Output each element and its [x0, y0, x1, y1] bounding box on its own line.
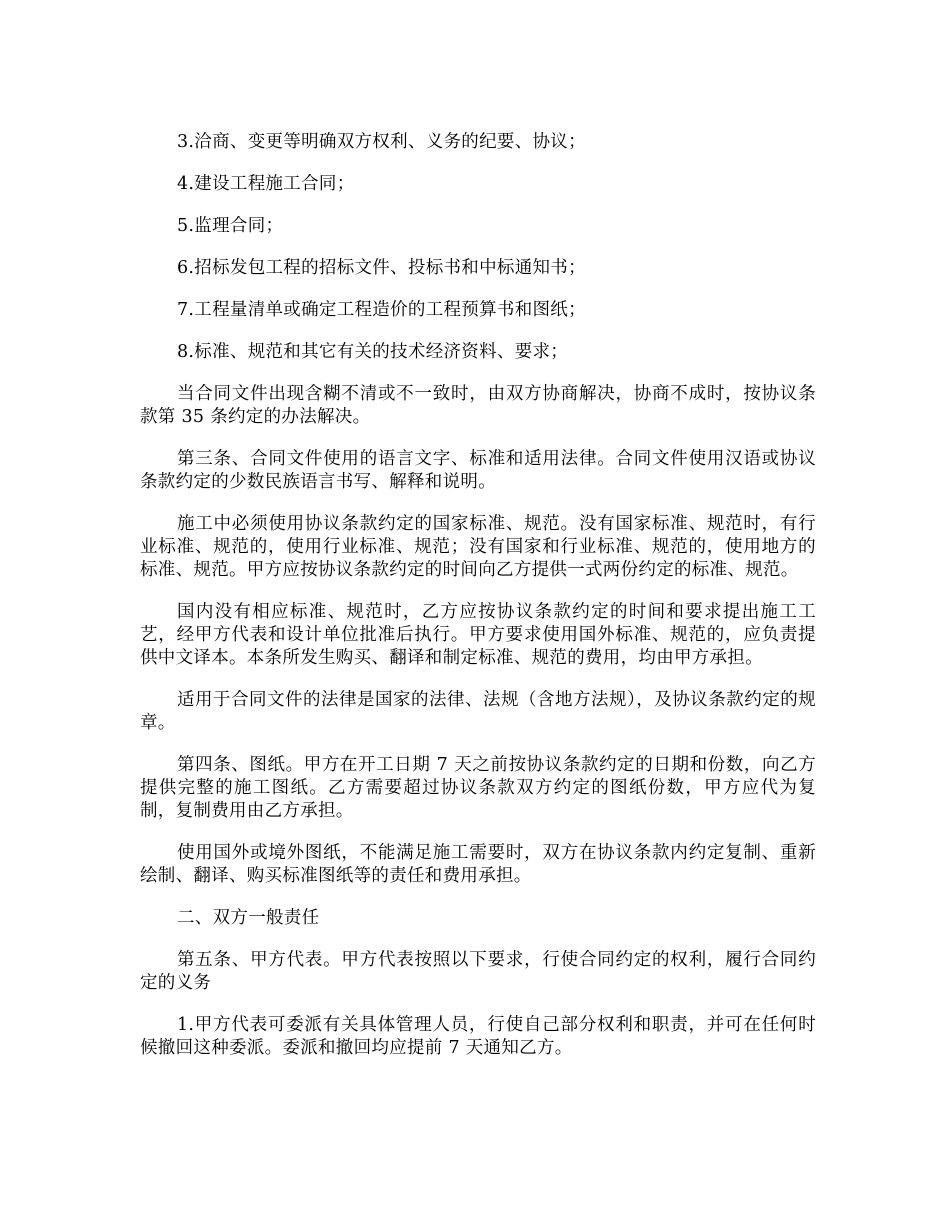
list-item-3: 3.洽商、变更等明确双方权利、义务的纪要、协议； [177, 132, 586, 152]
paragraph-conflict-resolution: 当合同文件出现含糊不清或不一致时，由双方协商解决，协商不成时，按协议条款第 35 条约定的办法解决。 [140, 384, 816, 427]
list-item-4: 4.建设工程施工合同； [177, 174, 355, 194]
paragraph-article-5: 第五条、甲方代表。甲方代表按照以下要求，行使合同约定的权利，履行合同约定的义务 [140, 950, 816, 993]
paragraph-delegation: 1.甲方代表可委派有关具体管理人员，行使自己部分权利和职责，并可在任何时候撤回这种委派。委派和撤回均应提前 7 天通知乙方。 [140, 1015, 816, 1058]
list-item-8: 8.标准、规范和其它有关的技术经济资料、要求； [177, 342, 569, 362]
paragraph-article-3: 第三条、合同文件使用的语言文字、标准和适用法律。合同文件使用汉语或协议条款约定的少数民族语言书写、解释和说明。 [140, 449, 816, 492]
paragraph-foreign-standards: 国内没有相应标准、规范时，乙方应按协议条款约定的时间和要求提出施工工艺，经甲方代表和设计单位批准后执行。甲方要求使用国外标准、规范的，应负责提供中文译本。本条所发生购买、翻译和制定标准、规范的费用，均由甲方承担。 [140, 602, 816, 668]
paragraph-article-4: 第四条、图纸。甲方在开工日期 7 天之前按协议条款约定的日期和份数，向乙方提供完整的施工图纸。乙方需要超过协议条款双方约定的图纸份数，甲方应代为复制，复制费用由乙方承担。 [140, 755, 816, 821]
section-heading-general-responsibilities: 二、双方一般责任 [177, 908, 320, 928]
document-body [140, 131, 816, 1079]
list-item-6: 6.招标发包工程的招标文件、投标书和中标通知书； [177, 258, 586, 278]
paragraph-standards: 施工中必须使用协议条款约定的国家标准、规范。没有国家标准、规范时，有行业标准、规范的，使用行业标准、规范；没有国家和行业标准、规范的，使用地方的标准、规范。甲方应按协议条款约定的时间向乙方提供一式两份约定的标准、规范。 [140, 514, 816, 580]
paragraph-foreign-drawings: 使用国外或境外图纸，不能满足施工需要时，双方在协议条款内约定复制、重新绘制、翻译、购买标准图纸等的责任和费用承担。 [140, 843, 816, 886]
paragraph-applicable-law: 适用于合同文件的法律是国家的法律、法规（含地方法规），及协议条款约定的规章。 [140, 690, 816, 733]
list-item-5: 5.监理合同； [177, 216, 284, 236]
list-item-7: 7.工程量清单或确定工程造价的工程预算书和图纸； [177, 300, 586, 320]
